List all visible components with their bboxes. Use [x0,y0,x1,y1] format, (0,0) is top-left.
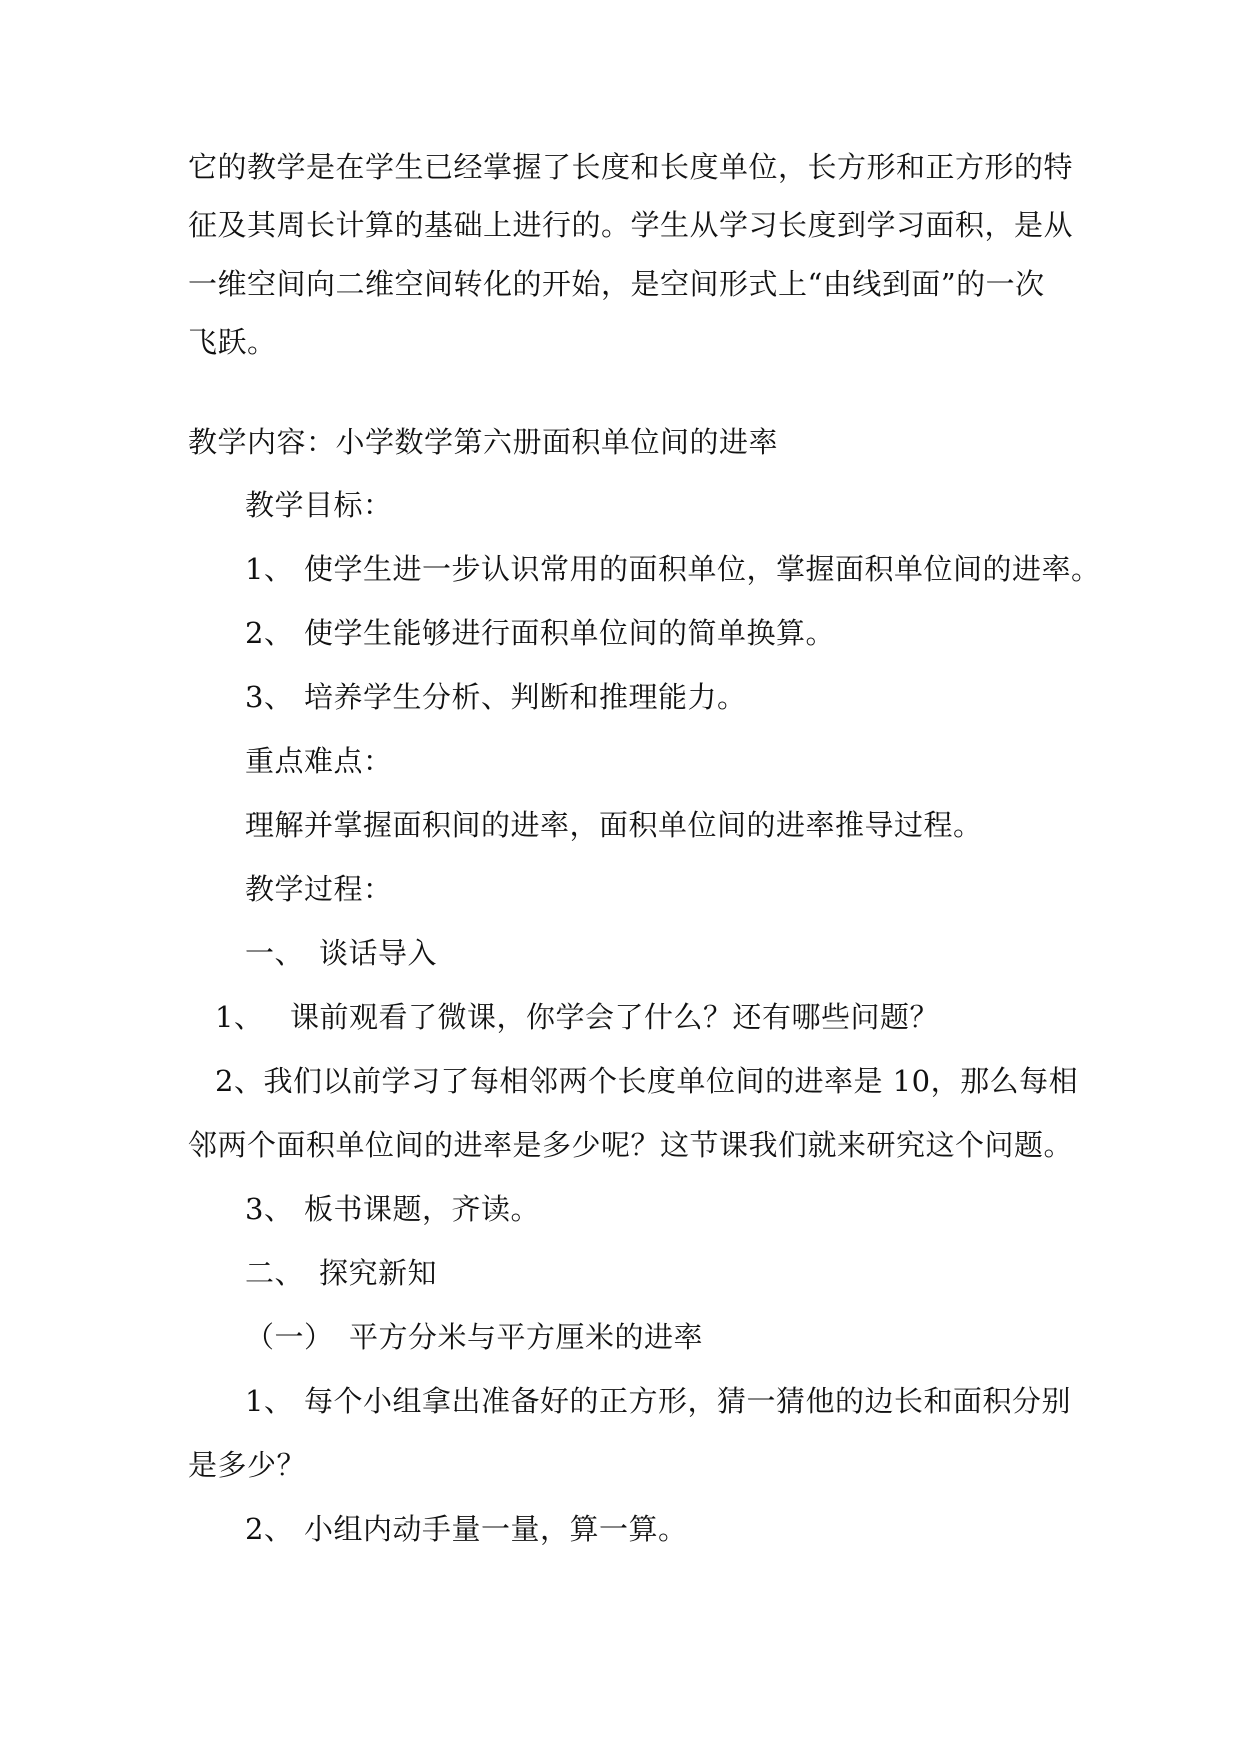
step-1-line-2: 是多少？ [188,1448,307,1482]
step-1-line-1 [245,1381,1072,1421]
goal-item-3-text: 培养学生分析、判断和推理能力。 [304,680,747,714]
section-1-item-1 [215,997,940,1037]
goal-item-1 [245,549,1101,589]
subsection-1-number: （一） [245,1320,334,1354]
section-1-item-1-text: 课前观看了微课，你学会了什么？还有哪些问题？ [290,1000,940,1034]
section-2-heading [245,1253,438,1293]
section-1-item-3-text: 板书课题，齐读。 [304,1192,541,1226]
subsection-1-heading [245,1317,704,1357]
intro-line-3: 一维空间向二维空间转化的开始，是空间形式上“由线到面”的一次 [188,267,1045,301]
section-1-number: 一、 [245,936,305,970]
step-1-number: 1、 [245,1384,294,1418]
intro-line-1: 它的教学是在学生已经掌握了长度和长度单位，长方形和正方形的特 [188,150,1074,184]
goal-item-1-text: 使学生进一步认识常用的面积单位，掌握面积单位间的进率。 [304,552,1101,586]
step-2-number: 2、 [245,1512,294,1546]
section-1-item-3-number: 3、 [245,1192,294,1226]
goal-item-2-text: 使学生能够进行面积单位间的简单换算。 [304,616,836,650]
goal-item-3 [245,677,747,717]
section-2-title: 探究新知 [319,1256,438,1290]
section-1-item-1-number: 1、 [215,1000,264,1034]
key-points-text: 理解并掌握面积间的进率，面积单位间的进率推导过程。 [245,808,983,842]
section-1-item-3 [245,1189,541,1229]
section-1-item-2-line-2: 邻两个面积单位间的进率是多少呢？这节课我们就来研究这个问题。 [188,1128,1074,1162]
key-points-heading: 重点难点： [245,744,393,778]
goal-item-2-number: 2、 [245,616,294,650]
section-1-heading [245,933,438,973]
intro-line-4: 飞跃。 [188,325,277,359]
goal-item-3-number: 3、 [245,680,294,714]
goal-item-1-number: 1、 [245,552,294,586]
step-2 [245,1509,688,1549]
process-heading: 教学过程： [245,872,393,906]
section-1-title: 谈话导入 [319,936,438,970]
teaching-content: 教学内容：小学数学第六册面积单位间的进率 [188,425,779,459]
step-2-text: 小组内动手量一量，算一算。 [304,1512,688,1546]
step-1-text: 每个小组拿出准备好的正方形，猜一猜他的边长和面积分别 [304,1384,1072,1418]
intro-line-2: 征及其周长计算的基础上进行的。学生从学习长度到学习面积，是从 [188,208,1074,242]
section-1-item-2-line-1: 2、我们以前学习了每相邻两个长度单位间的进率是 10，那么每相 [215,1064,1079,1098]
subsection-1-title: 平方分米与平方厘米的进率 [349,1320,704,1354]
goal-item-2 [245,613,836,653]
goals-heading: 教学目标： [245,488,393,522]
section-2-number: 二、 [245,1256,305,1290]
